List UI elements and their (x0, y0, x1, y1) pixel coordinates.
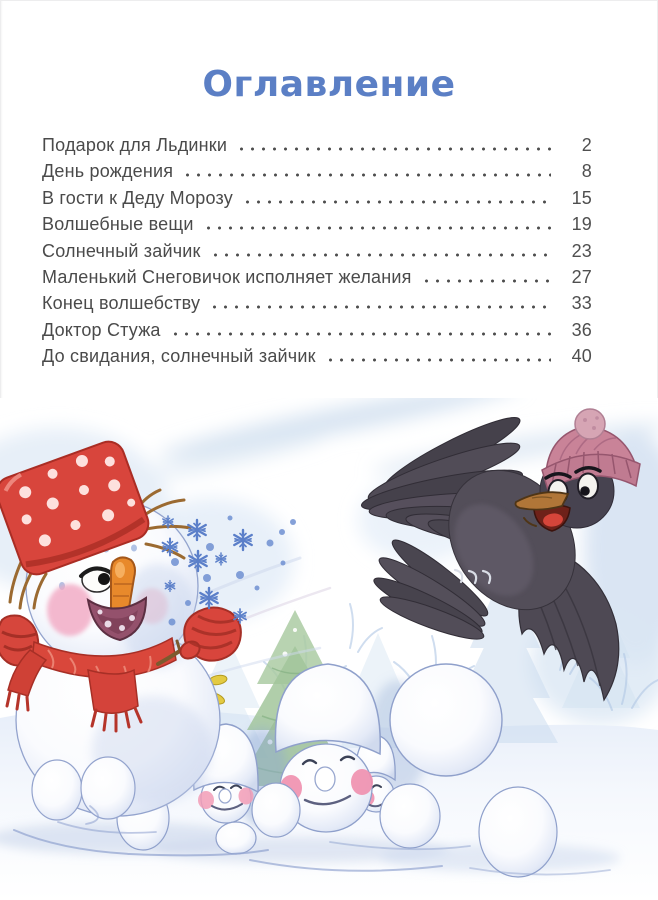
page-title: Оглавление (202, 64, 456, 105)
toc-entry-title: В гости к Деду Морозу (42, 187, 233, 208)
toc-leader-dots (182, 173, 551, 177)
snowman-cheek (47, 584, 93, 636)
toc-leader-dots (236, 147, 551, 151)
toc-entry-title: Маленький Снеговичок исполняет желания (42, 266, 412, 287)
toc-leader-dots (170, 332, 551, 336)
toc-entry-page: 23 (571, 240, 592, 261)
toc-entry-page: 15 (571, 187, 592, 208)
table-of-contents (0, 135, 658, 373)
snowman-eye (81, 568, 113, 592)
toc-entry-title: Подарок для Льдинки (42, 135, 228, 155)
toc-leader-dots (209, 305, 551, 309)
toc-entry-title: Солнечный зайчик (42, 240, 201, 261)
toc-leader-dots (203, 226, 551, 230)
toc-entry-title: День рождения (42, 161, 174, 182)
toc-entry-title: Доктор Стужа (42, 319, 161, 340)
toc-leader-dots (210, 253, 551, 257)
toc-entry (42, 293, 592, 319)
toc-entry-page: 27 (571, 266, 592, 287)
toc-entry-page: 8 (581, 161, 592, 182)
toc-entry (42, 267, 592, 293)
toc-entry-page: 19 (571, 214, 592, 235)
toc-entry (42, 320, 592, 346)
toc-entry-page: 2 (581, 135, 592, 155)
toc-entry-title: До свидания, солнечный зайчик (42, 346, 316, 367)
toc-entry-title: Волшебные вещи (42, 214, 194, 235)
book-illustration (0, 398, 658, 900)
toc-entry (42, 241, 592, 267)
toc-entry (42, 346, 592, 372)
toc-entry (42, 135, 592, 161)
hat-pompom (575, 409, 605, 439)
toc-leader-dots (421, 279, 551, 283)
toc-entry (42, 214, 592, 240)
toc-entry-page: 36 (571, 319, 592, 340)
toc-leader-dots (242, 200, 551, 204)
toc-entry-page: 40 (571, 346, 592, 367)
toc-entry-title: Конец волшебству (42, 293, 201, 314)
toc-entry (42, 161, 592, 187)
snow-mound (390, 664, 502, 776)
toc-entry (42, 188, 592, 214)
toc-entry-page: 33 (571, 293, 592, 314)
snowman-foot (81, 757, 135, 819)
toc-leader-dots (325, 358, 551, 362)
snowman-foot (32, 760, 82, 820)
